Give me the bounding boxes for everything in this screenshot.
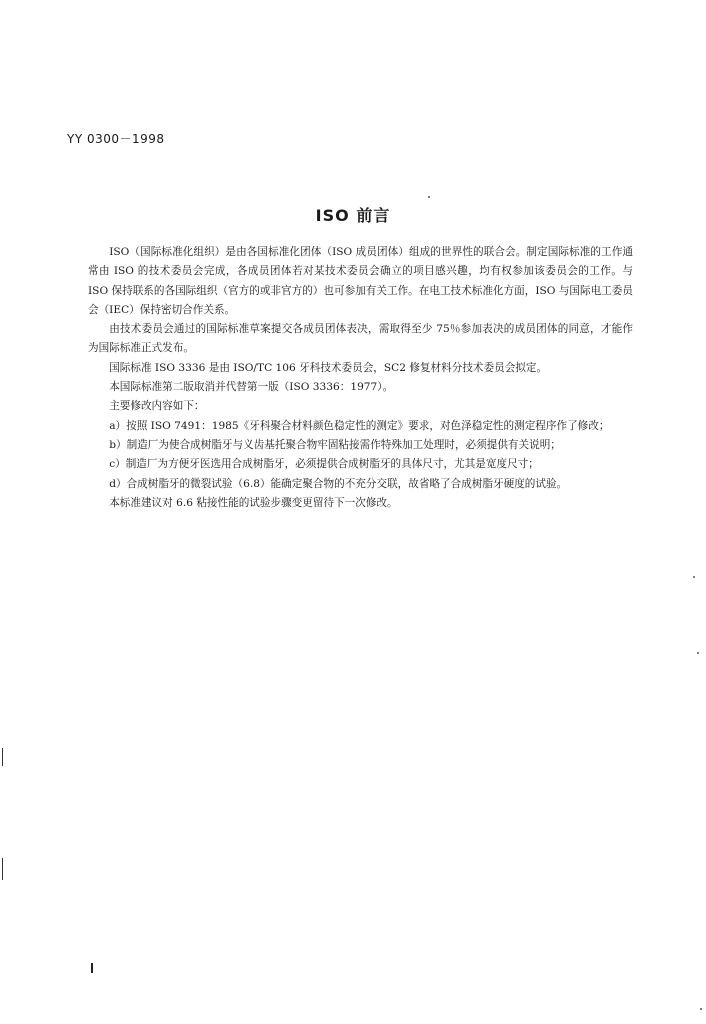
standard-code: YY 0300－1998 bbox=[67, 132, 165, 146]
paragraph-iso-intro: ISO（国际标准化组织）是由各国标准化团体（ISO 成员团体）组成的世界性的联合会。制定国际标准的工作通常由 ISO 的技术委员会完成，各成员团体若对某技术委员会确立的项目感兴趣，均有权参加该委员会的工作。与 ISO 保持联系的各国际组织（官方的或非官方的）也可参加有关工作。在电工技术标准化方面，ISO 与国际电工委员会（IEC）保持密切合作关系。 bbox=[88, 246, 633, 316]
document-body bbox=[88, 243, 633, 513]
paragraph-changes-heading: 主要修改内容如下： bbox=[109, 400, 205, 413]
paragraph-origin: 国际标准 ISO 3336 是由 ISO/TC 106 牙科技术委员会，SC2 修复材料分技术委员会拟定。 bbox=[109, 361, 548, 374]
paragraph-edition: 本国际标准第二版取消并代替第一版（ISO 3336：1977）。 bbox=[109, 381, 394, 394]
scan-speck bbox=[697, 652, 699, 654]
list-item-c: c）制造厂为方便牙医选用合成树脂牙，必须提供合成树脂牙的具体尺寸，尤其是宽度尺寸； bbox=[109, 458, 539, 471]
scan-mark bbox=[91, 963, 93, 973]
list-item-b: b）制造厂为使合成树脂牙与义齿基托聚合物牢固粘接需作特殊加工处理时，必须提供有关说明； bbox=[109, 438, 561, 451]
scan-mark bbox=[2, 748, 3, 766]
scan-mark bbox=[2, 858, 3, 880]
paragraph-voting: 由技术委员会通过的国际标准草案提交各成员团体表决，需取得至少 75％参加表决的成员团体的同意，才能作为国际标准正式发布。 bbox=[88, 323, 633, 355]
list-item-d: d）合成树脂牙的微裂试验（6.8）能确定聚合物的不充分交联，故省略了合成树脂牙硬度的试验。 bbox=[109, 477, 568, 490]
scan-speck bbox=[700, 1008, 702, 1010]
list-item-a: a）按照 ISO 7491：1985《牙科聚合材料颜色稳定性的测定》要求，对色泽稳定性的测定程序作了修改； bbox=[109, 419, 610, 432]
page-title: ISO 前言 bbox=[315, 206, 391, 225]
paragraph-recommendation: 本标准建议对 6.6 粘接性能的试验步骤变更留待下一次修改。 bbox=[109, 496, 398, 509]
scan-speck bbox=[428, 196, 430, 198]
scan-speck bbox=[693, 576, 695, 578]
